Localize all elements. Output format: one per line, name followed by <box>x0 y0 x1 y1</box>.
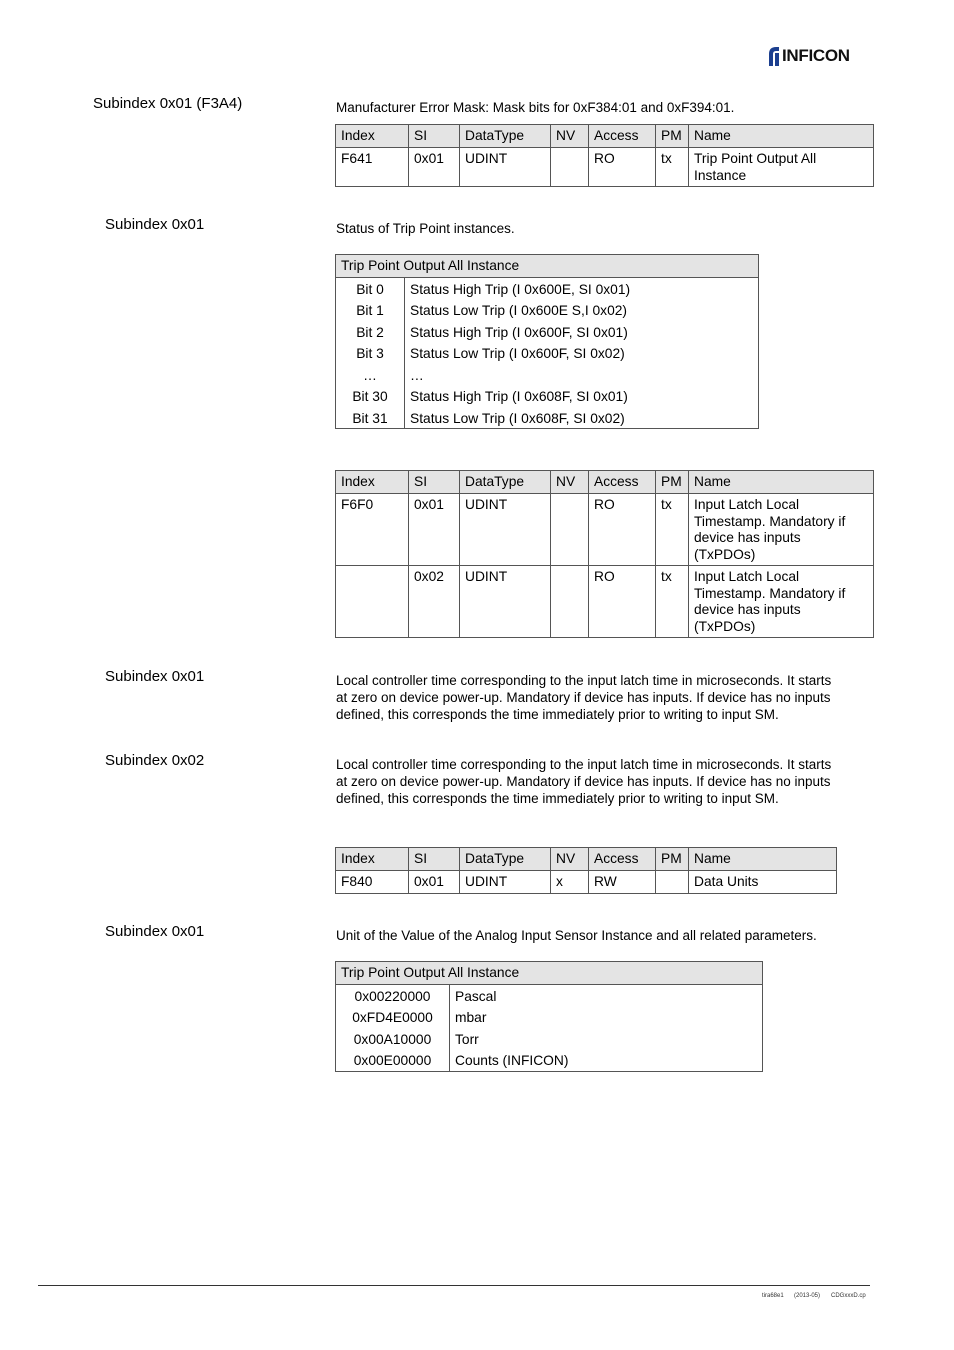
cell-datatype: UDINT <box>460 871 551 894</box>
bit-key: Bit 31 <box>352 411 388 426</box>
unit-code: 0x00A10000 <box>353 1032 432 1047</box>
cell-si: 0x01 <box>409 871 460 894</box>
section-label: Subindex 0x01 <box>105 216 205 233</box>
bit-key: Bit 30 <box>352 389 388 404</box>
cell-nv <box>551 566 589 638</box>
table-header-row <box>336 848 837 871</box>
text-line: at zero on device power-up. Mandatory if device has inputs. If device has no inputs <box>336 774 831 789</box>
header-si: SI <box>409 125 460 148</box>
list-item <box>336 408 758 429</box>
cell-access: RO <box>589 494 656 566</box>
header-datatype: DataType <box>460 471 551 494</box>
list-item <box>336 365 758 386</box>
cell-name-line: (TxPDOs) <box>694 618 756 634</box>
table-row <box>336 566 874 638</box>
footer-divider <box>38 1285 870 1286</box>
header-name: Name <box>689 471 874 494</box>
header-access: Access <box>589 471 656 494</box>
bit-key: Bit 2 <box>356 325 384 340</box>
bit-key: Bit 3 <box>356 346 384 361</box>
cell-access: RO <box>589 566 656 638</box>
object-table-f641 <box>335 124 874 187</box>
cell-name-line: Timestamp. Mandatory if <box>694 585 846 601</box>
header-index: Index <box>336 848 409 871</box>
header-datatype: DataType <box>460 848 551 871</box>
cell-name-line: Input Latch Local <box>694 569 800 584</box>
list-item <box>336 322 758 343</box>
cell-index: F840 <box>336 871 409 894</box>
cell-index <box>336 566 409 638</box>
unit-code: 0xFD4E0000 <box>352 1010 433 1025</box>
header-pm: PM <box>656 471 689 494</box>
cell-name-line: device has inputs <box>694 530 801 545</box>
cell-nv: x <box>551 871 589 894</box>
header-access: Access <box>589 125 656 148</box>
header-index: Index <box>336 125 409 148</box>
cell-si: 0x02 <box>409 566 460 638</box>
section-label: Subindex 0x02 <box>105 752 205 769</box>
cell-name <box>689 566 874 638</box>
cell-nv <box>551 148 589 187</box>
header-si: SI <box>409 471 460 494</box>
table-header-row <box>336 125 874 148</box>
cell-name <box>689 494 874 566</box>
units-table-title: Trip Point Output All Instance <box>336 962 762 985</box>
header-index: Index <box>336 471 409 494</box>
header-name: Name <box>689 125 874 148</box>
section-text <box>336 672 831 723</box>
unit-name: Pascal <box>455 989 497 1004</box>
logo-text: INFICON <box>782 46 850 65</box>
cell-access: RW <box>589 871 656 894</box>
list-item <box>336 986 762 1007</box>
cell-pm: tx <box>656 494 689 566</box>
footer-doc-id: tira68e1 <box>762 1293 784 1299</box>
list-item <box>336 1007 762 1028</box>
table-row <box>336 494 874 566</box>
bit-value: Status High Trip (I 0x608F, SI 0x01) <box>410 389 628 404</box>
list-item <box>336 343 758 364</box>
bit-value: Status High Trip (I 0x600F, SI 0x01) <box>410 325 628 340</box>
cell-name-line: Timestamp. Mandatory if <box>694 513 846 529</box>
bit-value: Status Low Trip (I 0x608F, SI 0x02) <box>410 411 625 426</box>
units-table <box>335 961 763 1072</box>
cell-index: F6F0 <box>336 494 409 566</box>
cell-name <box>689 148 874 187</box>
cell-name: Data Units <box>689 871 837 894</box>
table-row <box>336 871 837 894</box>
unit-code: 0x00220000 <box>354 989 431 1004</box>
section-text <box>336 756 831 807</box>
unit-name: mbar <box>455 1010 487 1025</box>
footer-file: CDGxxxD.cp <box>831 1293 866 1299</box>
cell-name-line: Input Latch Local <box>694 497 800 512</box>
bit-value: Status High Trip (I 0x600E, SI 0x01) <box>410 282 631 297</box>
list-item <box>336 386 758 407</box>
section-label: Subindex 0x01 <box>105 923 205 940</box>
header-si: SI <box>409 848 460 871</box>
cell-name-line: Instance <box>694 167 747 183</box>
section-text: Status of Trip Point instances. <box>336 221 515 236</box>
cell-index: F641 <box>336 148 409 187</box>
cell-si: 0x01 <box>409 148 460 187</box>
cell-pm: tx <box>656 148 689 187</box>
inficon-logo <box>767 44 850 68</box>
text-line: at zero on device power-up. Mandatory if device has inputs. If device has no inputs <box>336 690 831 705</box>
header-nv: NV <box>551 471 589 494</box>
unit-name: Counts (INFICON) <box>455 1053 569 1068</box>
header-access: Access <box>589 848 656 871</box>
cell-si: 0x01 <box>409 494 460 566</box>
bit-key: Bit 0 <box>356 282 384 297</box>
cell-nv <box>551 494 589 566</box>
text-line: defined, this corresponds the time immediately prior to writing to input SM. <box>336 707 779 722</box>
text-line: defined, this corresponds the time immediately prior to writing to input SM. <box>336 791 779 806</box>
header-name: Name <box>689 848 837 871</box>
section-label: Subindex 0x01 <box>105 668 205 685</box>
header-datatype: DataType <box>460 125 551 148</box>
cell-access: RO <box>589 148 656 187</box>
footer-date: (2013-05) <box>794 1293 821 1299</box>
cell-datatype: UDINT <box>460 494 551 566</box>
object-table-f840 <box>335 847 837 894</box>
inficon-mark-icon <box>767 45 781 67</box>
cell-datatype: UDINT <box>460 566 551 638</box>
table-row <box>336 148 874 187</box>
list-item <box>336 1050 762 1071</box>
cell-name-line: Trip Point Output All <box>694 151 817 166</box>
bit-key: … <box>363 368 377 383</box>
bit-value: Status Low Trip (I 0x600E S,I 0x02) <box>410 303 628 318</box>
object-table-f6f0 <box>335 470 874 638</box>
bits-table-title: Trip Point Output All Instance <box>336 255 758 278</box>
section-label: Subindex 0x01 (F3A4) <box>93 95 243 112</box>
header-pm: PM <box>656 848 689 871</box>
list-item <box>336 279 758 300</box>
table-header-row <box>336 471 874 494</box>
cell-datatype: UDINT <box>460 148 551 187</box>
bit-key: Bit 1 <box>356 303 384 318</box>
cell-name-line: (TxPDOs) <box>694 546 756 562</box>
bits-table <box>335 254 759 429</box>
header-nv: NV <box>551 848 589 871</box>
cell-pm: tx <box>656 566 689 638</box>
section-text: Unit of the Value of the Analog Input Sensor Instance and all related parameters. <box>336 928 817 943</box>
header-nv: NV <box>551 125 589 148</box>
text-line: Local controller time corresponding to the input latch time in microseconds. It starts <box>336 673 832 688</box>
list-item <box>336 1029 762 1050</box>
bit-value: Status Low Trip (I 0x600F, SI 0x02) <box>410 346 625 361</box>
cell-name-line: device has inputs <box>694 602 801 617</box>
header-pm: PM <box>656 125 689 148</box>
unit-name: Torr <box>455 1032 479 1047</box>
section-text: Manufacturer Error Mask: Mask bits for 0xF384:01 and 0xF394:01. <box>336 100 735 115</box>
text-line: Local controller time corresponding to the input latch time in microseconds. It starts <box>336 757 832 772</box>
unit-code: 0x00E00000 <box>353 1053 432 1068</box>
cell-pm <box>656 871 689 894</box>
bit-value: … <box>410 368 424 383</box>
list-item <box>336 300 758 321</box>
